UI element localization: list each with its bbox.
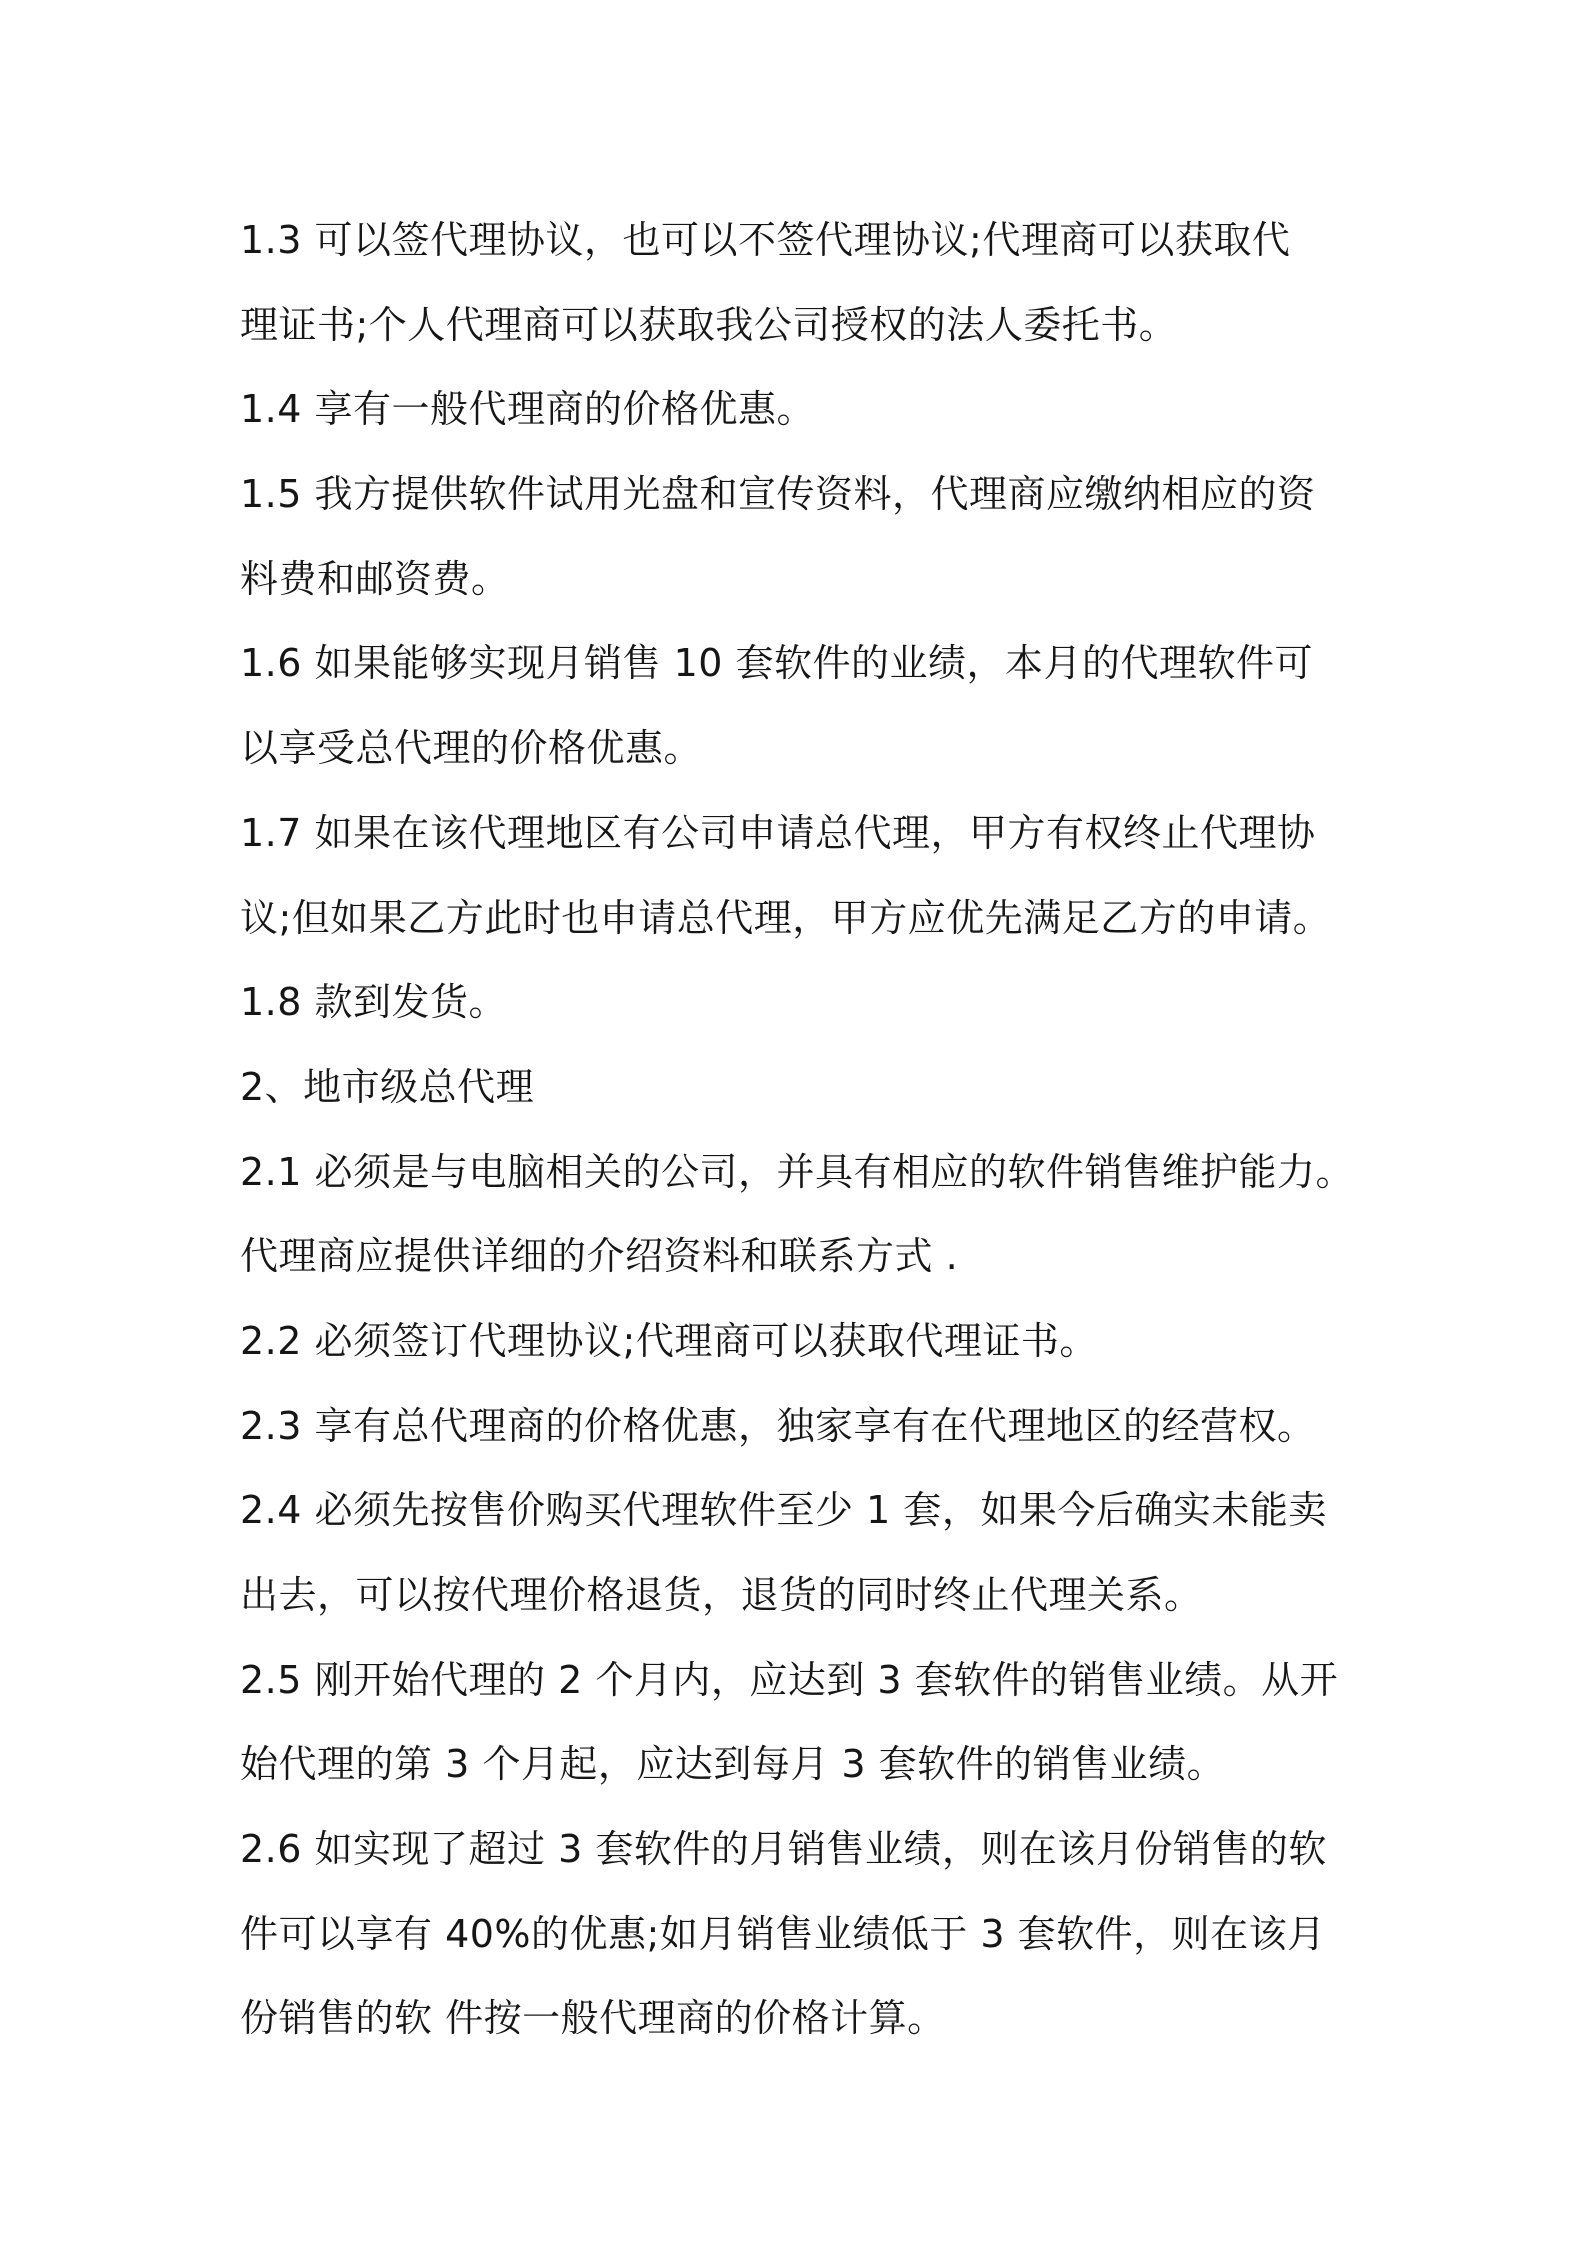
text-line: 1.5 我方提供软件试用光盘和宣传资料，代理商应缴纳相应的资 [240,472,1316,517]
text-line: 2.2 必须签订代理协议;代理商可以获取代理证书。 [240,1318,1098,1363]
text-line: 2.3 享有总代理商的价格优惠，独家享有在代理地区的经营权。 [240,1403,1316,1448]
text-line: 以享受总代理的价格优惠。 [240,726,703,771]
text-line: 1.3 可以签代理协议，也可以不签代理协议;代理商可以获取代 [240,218,1291,262]
text-line: 2.4 必须先按售价购买代理软件至少 1 套，如果今后确实未能卖 [240,1488,1327,1533]
section-heading: 2、地市级总代理 [240,1064,535,1109]
text-line: 始代理的第 3 个月起，应达到每月 3 套软件的销售业绩。 [240,1742,1226,1787]
text-line: 2.6 如实现了超过 3 套软件的月销售业绩，则在该月份销售的软 [240,1827,1327,1872]
text-line: 代理商应提供详细的介绍资料和联系方式 . [240,1234,959,1279]
document-body [240,198,1390,2061]
text-line: 理证书;个人代理商可以获取我公司授权的法人委托书。 [240,302,1178,347]
text-line: 出去，可以按代理价格退货，退货的同时终止代理关系。 [240,1573,1203,1617]
text-line: 1.7 如果在该代理地区有公司申请总代理，甲方有权终止代理协 [240,810,1316,855]
text-line: 2.5 刚开始代理的 2 个月内，应达到 3 套软件的销售业绩。从开 [240,1657,1339,1702]
text-line: 2.1 必须是与电脑相关的公司，并具有相应的软件销售维护能力。 [240,1149,1355,1194]
text-line: 料费和邮资费。 [240,556,510,601]
text-line: 议;但如果乙方此时也申请总代理，甲方应优先满足乙方的申请。 [240,895,1332,940]
text-line: 1.4 享有一般代理商的价格优惠。 [240,387,816,432]
text-line: 1.8 款到发货。 [240,980,508,1025]
text-line: 1.6 如果能够实现月销售 10 套软件的业绩，本月的代理软件可 [240,641,1314,686]
text-line: 份销售的软 件按一般代理商的价格计算。 [240,1996,946,2041]
text-line: 件可以享有 40%的优惠;如月销售业绩低于 3 套软件，则在该月 [240,1911,1326,1956]
